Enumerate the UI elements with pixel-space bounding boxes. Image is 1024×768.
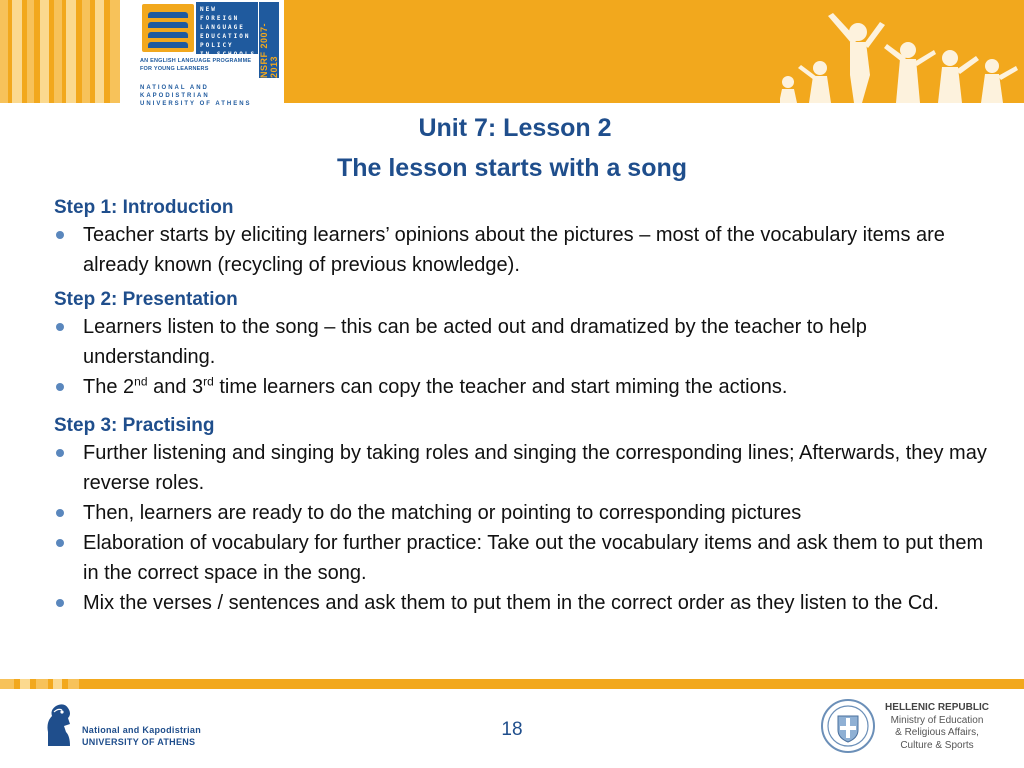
bullet-item bbox=[54, 528, 1004, 588]
superscript-rd: rd bbox=[203, 374, 214, 389]
ministry-line: HELLENIC REPUBLIC bbox=[885, 702, 989, 713]
step-introduction bbox=[54, 196, 1004, 280]
logo-line: POLICY bbox=[200, 42, 234, 49]
bullet-text: Elaboration of vocabulary for further practice: Take out the vocabulary items and ask them to put them in the correct space in the song. bbox=[83, 532, 984, 584]
ministry-line: Culture & Sports bbox=[900, 739, 974, 751]
programme-tagline bbox=[140, 57, 258, 73]
bullet-dot-icon bbox=[56, 539, 64, 547]
lesson-steps bbox=[54, 196, 1004, 618]
ministry-line: Ministry of Education bbox=[890, 714, 984, 726]
logo-line: IN SCHOOLS bbox=[200, 51, 257, 58]
step-presentation bbox=[54, 288, 1004, 402]
logo-line: NEW FOREIGN bbox=[200, 6, 240, 22]
bullet-list bbox=[54, 312, 1004, 402]
nsrf-label: NSRF 2007-2013 bbox=[259, 2, 279, 78]
tagline-line: AN ENGLISH LANGUAGE PROGRAMME bbox=[140, 58, 252, 64]
bullet-text-part: The 2 bbox=[83, 376, 135, 398]
logo-line: LANGUAGE bbox=[200, 24, 245, 31]
slide-subtitle: The lesson starts with a song bbox=[336, 154, 688, 182]
bullet-text: Mix the verses / sentences and ask them to put them in the correct order as they listen to the Cd. bbox=[83, 592, 939, 614]
bullet-dot-icon bbox=[56, 383, 64, 391]
bullet-item bbox=[54, 372, 1004, 402]
header-university bbox=[140, 84, 282, 108]
page-number: 18 bbox=[501, 719, 523, 740]
step-heading: Step 1: Introduction bbox=[54, 197, 234, 218]
step-heading: Step 3: Practising bbox=[54, 415, 215, 436]
bullet-text: Teacher starts by eliciting learners’ opinions about the pictures – most of the vocabulary items are already known (recycling of previous knowledge). bbox=[83, 224, 945, 276]
bullet-list bbox=[54, 438, 1004, 618]
programme-logo-text bbox=[196, 2, 258, 58]
bullet-item bbox=[54, 438, 1004, 498]
university-line: NATIONAL AND KAPODISTRIAN bbox=[140, 85, 210, 99]
bullet-dot-icon bbox=[56, 231, 64, 239]
ministry-label bbox=[882, 702, 992, 752]
bullet-item bbox=[54, 498, 1004, 528]
slide-title: Unit 7: Lesson 2 bbox=[418, 114, 612, 142]
bullet-text: Learners listen to the song – this can be acted out and dramatized by the teacher to help understanding. bbox=[83, 316, 867, 368]
bullet-item bbox=[54, 220, 1004, 280]
step-practising bbox=[54, 414, 1004, 618]
superscript-nd: nd bbox=[134, 374, 148, 389]
tagline-line: FOR YOUNG LEARNERS bbox=[140, 66, 209, 72]
footer-stripes bbox=[0, 679, 1024, 689]
header-stripes bbox=[0, 0, 120, 103]
footer-university-line: UNIVERSITY OF ATHENS bbox=[82, 737, 196, 747]
hellenic-republic-seal-icon bbox=[820, 698, 876, 754]
bullet-list bbox=[54, 220, 1004, 280]
book-logo-icon bbox=[142, 4, 194, 52]
university-line: UNIVERSITY OF ATHENS bbox=[140, 101, 252, 107]
bullet-dot-icon bbox=[56, 599, 64, 607]
footer-university-line: National and Kapodistrian bbox=[82, 725, 202, 735]
bullet-text-part: time learners can copy the teacher and start miming the actions. bbox=[213, 376, 788, 398]
bullet-text: Further listening and singing by taking roles and singing the corresponding lines; Afterwards, they may reverse roles. bbox=[83, 442, 987, 494]
children-silhouette-icon bbox=[780, 10, 1024, 103]
bullet-text: Then, learners are ready to do the matching or pointing to corresponding pictures bbox=[83, 502, 802, 524]
ministry-line: & Religious Affairs, bbox=[895, 727, 979, 738]
bullet-item bbox=[54, 312, 1004, 372]
bullet-dot-icon bbox=[56, 509, 64, 517]
logo-line: EDUCATION bbox=[200, 33, 251, 40]
bullet-dot-icon bbox=[56, 449, 64, 457]
bullet-item bbox=[54, 588, 1004, 618]
bullet-dot-icon bbox=[56, 323, 64, 331]
bullet-text-part: and 3 bbox=[147, 376, 204, 398]
step-heading: Step 2: Presentation bbox=[54, 289, 238, 310]
